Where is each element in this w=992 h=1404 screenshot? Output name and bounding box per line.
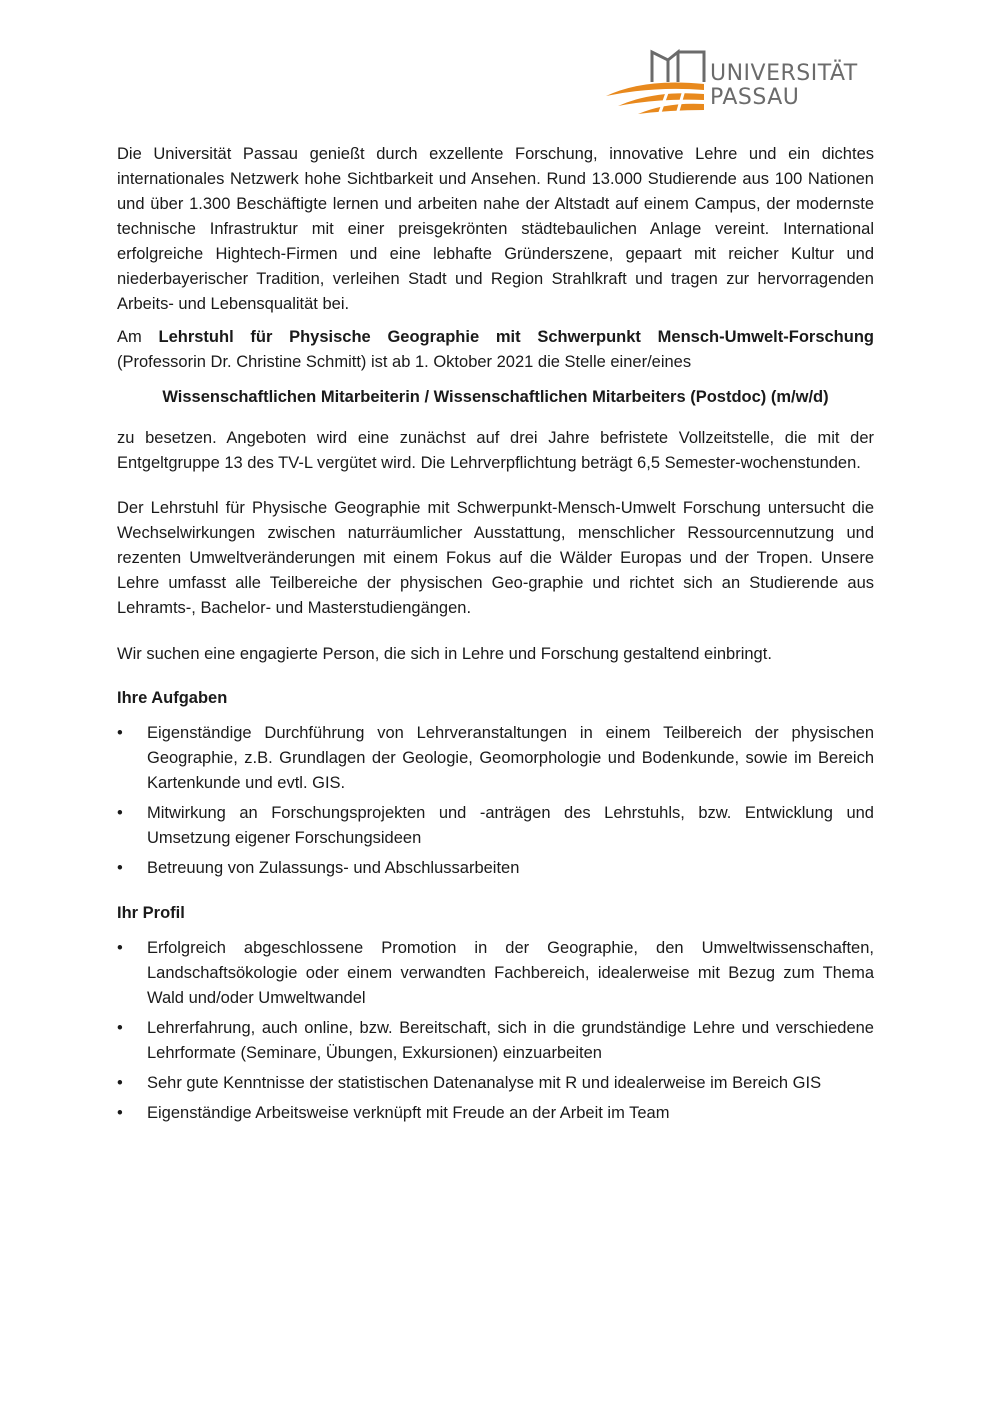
document-body (117, 142, 874, 1146)
bullet-icon: • (117, 804, 123, 822)
chair-prefix: Am (117, 328, 159, 346)
profile-list (117, 936, 874, 1126)
list-item: • Mitwirkung an Forschungsprojekten und -anträgen des Lehrstuhls, bzw. Entwicklung und Umsetzung eigener Forschungsideen (117, 801, 874, 851)
tasks-list (117, 721, 874, 881)
logo-line-1: UNIVERSITÄT (710, 61, 858, 86)
list-item: • Sehr gute Kenntnisse der statistischen Datenanalyse mit R und idealerweise im Bereich GIS (117, 1071, 874, 1096)
university-logo (604, 46, 866, 118)
chair-paragraph (117, 325, 874, 375)
bullet-icon: • (117, 724, 123, 742)
list-item: • Eigenständige Arbeitsweise verknüpft mit Freude an der Arbeit im Team (117, 1101, 874, 1126)
occupy-paragraph: zu besetzen. Angeboten wird eine zunächst auf drei Jahre befristete Vollzeitstelle, die mit der Entgeltgruppe 13 des TV-L vergütet wird. Die Lehrverpflichtung beträgt 6,5 Semester-wochenstunden. (117, 429, 874, 472)
chair-suffix: (Professorin Dr. Christine Schmitt) ist ab 1. Oktober 2021 die Stelle einer/eines (117, 353, 692, 371)
research-paragraph: Der Lehrstuhl für Physische Geographie mit Schwerpunkt-Mensch-Umwelt Forschung untersucht die Wechselwirkungen zwischen naturräumlicher Ausstattung, menschlicher Ressourcennutzung und rezenten Umweltveränderungen mit einem Fokus auf die Wälder Europas und der Tropen. Unsere Lehre umfasst alle Teilbereiche der physischen Geo-graphie und richtet sich an Studierende aus Lehramts-, Bachelor- und Masterstudiengängen. (117, 499, 874, 617)
tasks-heading: Ihre Aufgaben (117, 689, 228, 707)
bullet-icon: • (117, 1074, 123, 1092)
bullet-icon: • (117, 859, 123, 877)
list-item: • Betreuung von Zulassungs- und Abschlussarbeiten (117, 856, 874, 881)
bullet-icon: • (117, 939, 123, 957)
intro-paragraph: Die Universität Passau genießt durch exzellente Forschung, innovative Lehre und ein dichtes internationales Netzwerk hohe Sichtbarkeit und Ansehen. Rund 13.000 Studierende aus 100 Nationen und über 1.300 Beschäftigte lernen und arbeiten nahe der Altstadt auf einem Campus, der modernste technische Infrastruktur mit einer preisgekrönten städtebaulichen Anlage vereint. International erfolgreiche Hightech-Firmen und eine lebhafte Gründerszene, gepaart mit reicher Kultur und niederbayerischer Tradition, verleihen Stadt und Region Strahlkraft und tragen zur hervorragenden Arbeits- und Lebensqualität bei. (117, 145, 874, 313)
list-item: • Erfolgreich abgeschlossene Promotion in der Geographie, den Umweltwissenschaften, Landschaftsökologie oder einem verwandten Fachbereich, idealerweise mit Bezug zum Thema Wald und/oder Umweltwandel (117, 936, 874, 1011)
seek-paragraph: Wir suchen eine engagierte Person, die sich in Lehre und Forschung gestaltend einbringt. (117, 645, 772, 663)
list-item: • Eigenständige Durchführung von Lehrveranstaltungen in einem Teilbereich der physischen Geographie, z.B. Grundlagen der Geologie, Geomorphologie und Bodenkunde, sowie im Bereich Kartenkunde und evtl. GIS. (117, 721, 874, 796)
logo-wordmark (710, 62, 858, 110)
chair-name: Lehrstuhl für Physische Geographie mit Schwerpunkt Mensch-Umwelt-Forschung (158, 328, 874, 346)
list-item: • Lehrerfahrung, auch online, bzw. Bereitschaft, sich in die grundständige Lehre und verschiedene Lehrformate (Seminare, Übungen, Exkursionen) einzuarbeiten (117, 1016, 874, 1066)
position-title: Wissenschaftlichen Mitarbeiterin / Wissenschaftlichen Mitarbeiters (Postdoc) (m/w/d) (162, 388, 829, 406)
profile-heading: Ihr Profil (117, 904, 185, 922)
logo-emblem-icon (604, 46, 714, 118)
logo-line-2: PASSAU (710, 85, 800, 110)
bullet-icon: • (117, 1104, 123, 1122)
bullet-icon: • (117, 1019, 123, 1037)
